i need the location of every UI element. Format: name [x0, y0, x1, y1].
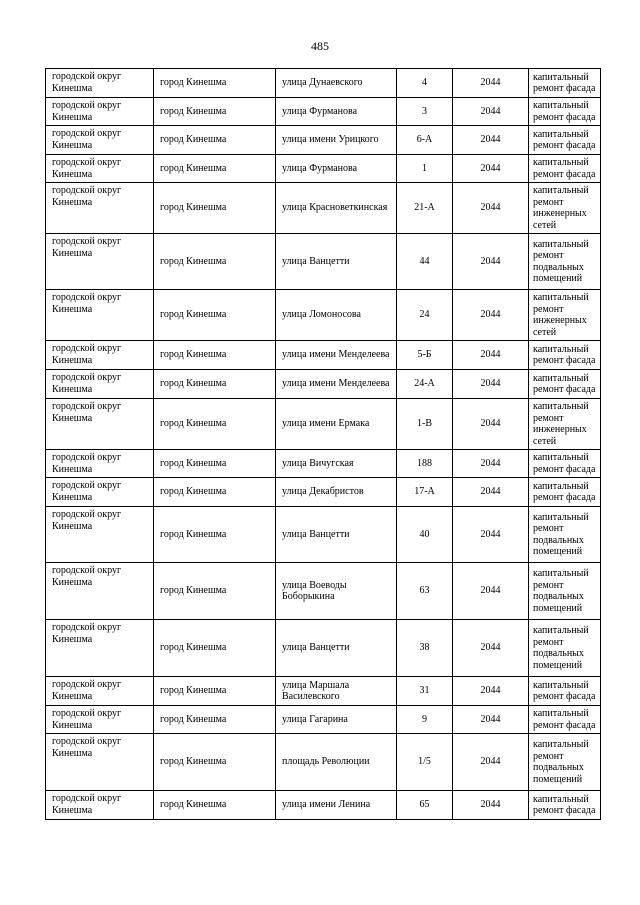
work-type-cell: капитальный ремонт фасада [529, 370, 601, 399]
table-row [46, 155, 601, 183]
work-type-cell: капитальный ремонт фасада [529, 69, 601, 98]
house-number-cell: 31 [397, 677, 453, 706]
house-number-cell: 6-А [397, 126, 453, 155]
work-type-cell: капитальный ремонт фасада [529, 98, 601, 126]
work-type-cell: капитальный ремонт фасада [529, 791, 601, 820]
street-cell: улица Ванцетти [276, 620, 397, 677]
table-row [46, 341, 601, 370]
street-cell: улица Воеводы Боборыкина [276, 563, 397, 620]
district-cell: городской округ Кинешма [46, 155, 154, 183]
year-cell: 2044 [453, 155, 529, 183]
year-cell: 2044 [453, 399, 529, 450]
table-row [46, 290, 601, 341]
street-cell: улица Красноветкинская [276, 183, 397, 234]
table-row [46, 98, 601, 126]
district-cell: городской округ Кинешма [46, 706, 154, 734]
district-cell: городской округ Кинешма [46, 507, 154, 563]
street-cell: улица имени Ермака [276, 399, 397, 450]
year-cell: 2044 [453, 677, 529, 706]
district-cell: городской округ Кинешма [46, 399, 154, 450]
table-row [46, 450, 601, 478]
district-cell: городской округ Кинешма [46, 734, 154, 791]
work-type-cell: капитальный ремонт инженерных сетей [529, 399, 601, 450]
house-number-cell: 5-Б [397, 341, 453, 370]
house-number-cell: 40 [397, 507, 453, 563]
district-cell: городской округ Кинешма [46, 620, 154, 677]
year-cell: 2044 [453, 791, 529, 820]
year-cell: 2044 [453, 183, 529, 234]
district-cell: городской округ Кинешма [46, 370, 154, 399]
city-cell: город Кинешма [154, 450, 276, 478]
street-cell: улица имени Менделеева [276, 341, 397, 370]
house-number-cell: 24 [397, 290, 453, 341]
street-cell: улица Гагарина [276, 706, 397, 734]
work-type-cell: капитальный ремонт фасада [529, 450, 601, 478]
district-cell: городской округ Кинешма [46, 290, 154, 341]
street-cell: улица Фурманова [276, 98, 397, 126]
work-type-cell: капитальный ремонт подвальных помещений [529, 734, 601, 791]
district-cell: городской округ Кинешма [46, 126, 154, 155]
city-cell: город Кинешма [154, 478, 276, 507]
city-cell: город Кинешма [154, 706, 276, 734]
street-cell: площадь Революции [276, 734, 397, 791]
year-cell: 2044 [453, 450, 529, 478]
year-cell: 2044 [453, 341, 529, 370]
table-row [46, 507, 601, 563]
table-row [46, 677, 601, 706]
city-cell: город Кинешма [154, 677, 276, 706]
street-cell: улица Ванцетти [276, 234, 397, 290]
city-cell: город Кинешма [154, 126, 276, 155]
house-number-cell: 21-А [397, 183, 453, 234]
table-row [46, 791, 601, 820]
house-number-cell: 17-А [397, 478, 453, 507]
house-number-cell: 63 [397, 563, 453, 620]
year-cell: 2044 [453, 478, 529, 507]
district-cell: городской округ Кинешма [46, 478, 154, 507]
district-cell: городской округ Кинешма [46, 563, 154, 620]
year-cell: 2044 [453, 620, 529, 677]
city-cell: город Кинешма [154, 234, 276, 290]
city-cell: город Кинешма [154, 69, 276, 98]
district-cell: городской округ Кинешма [46, 69, 154, 98]
street-cell: улица имени Ленина [276, 791, 397, 820]
district-cell: городской округ Кинешма [46, 234, 154, 290]
table-row [46, 234, 601, 290]
district-cell: городской округ Кинешма [46, 183, 154, 234]
house-number-cell: 3 [397, 98, 453, 126]
house-number-cell: 44 [397, 234, 453, 290]
table-row [46, 370, 601, 399]
work-type-cell: капитальный ремонт фасада [529, 126, 601, 155]
work-type-cell: капитальный ремонт инженерных сетей [529, 290, 601, 341]
house-number-cell: 1/5 [397, 734, 453, 791]
street-cell: улица имени Менделеева [276, 370, 397, 399]
city-cell: город Кинешма [154, 155, 276, 183]
year-cell: 2044 [453, 98, 529, 126]
housing-repair-table [45, 68, 601, 820]
work-type-cell: капитальный ремонт фасада [529, 478, 601, 507]
street-cell: улица Дунаевского [276, 69, 397, 98]
house-number-cell: 65 [397, 791, 453, 820]
year-cell: 2044 [453, 734, 529, 791]
city-cell: город Кинешма [154, 290, 276, 341]
district-cell: городской округ Кинешма [46, 791, 154, 820]
work-type-cell: капитальный ремонт фасада [529, 155, 601, 183]
table-row [46, 399, 601, 450]
year-cell: 2044 [453, 290, 529, 341]
city-cell: город Кинешма [154, 791, 276, 820]
year-cell: 2044 [453, 507, 529, 563]
city-cell: город Кинешма [154, 399, 276, 450]
house-number-cell: 4 [397, 69, 453, 98]
street-cell: улица Маршала Василевского [276, 677, 397, 706]
city-cell: город Кинешма [154, 183, 276, 234]
work-type-cell: капитальный ремонт подвальных помещений [529, 234, 601, 290]
work-type-cell: капитальный ремонт подвальных помещений [529, 620, 601, 677]
district-cell: городской округ Кинешма [46, 341, 154, 370]
table-row [46, 563, 601, 620]
street-cell: улица имени Урицкого [276, 126, 397, 155]
city-cell: город Кинешма [154, 734, 276, 791]
table-row [46, 69, 601, 98]
house-number-cell: 1 [397, 155, 453, 183]
table-row [46, 126, 601, 155]
house-number-cell: 1-В [397, 399, 453, 450]
city-cell: город Кинешма [154, 341, 276, 370]
street-cell: улица Ломоносова [276, 290, 397, 341]
city-cell: город Кинешма [154, 620, 276, 677]
district-cell: городской округ Кинешма [46, 677, 154, 706]
table-row [46, 734, 601, 791]
house-number-cell: 24-А [397, 370, 453, 399]
house-number-cell: 38 [397, 620, 453, 677]
street-cell: улица Вичугская [276, 450, 397, 478]
year-cell: 2044 [453, 370, 529, 399]
city-cell: город Кинешма [154, 98, 276, 126]
year-cell: 2044 [453, 563, 529, 620]
street-cell: улица Ванцетти [276, 507, 397, 563]
table-row [46, 478, 601, 507]
work-type-cell: капитальный ремонт фасада [529, 706, 601, 734]
year-cell: 2044 [453, 126, 529, 155]
city-cell: город Кинешма [154, 563, 276, 620]
work-type-cell: капитальный ремонт инженерных сетей [529, 183, 601, 234]
house-number-cell: 188 [397, 450, 453, 478]
street-cell: улица Фурманова [276, 155, 397, 183]
district-cell: городской округ Кинешма [46, 450, 154, 478]
page-number: 485 [311, 39, 329, 53]
district-cell: городской округ Кинешма [46, 98, 154, 126]
street-cell: улица Декабристов [276, 478, 397, 507]
city-cell: город Кинешма [154, 507, 276, 563]
city-cell: город Кинешма [154, 370, 276, 399]
work-type-cell: капитальный ремонт подвальных помещений [529, 563, 601, 620]
year-cell: 2044 [453, 706, 529, 734]
table-row [46, 620, 601, 677]
table-row [46, 706, 601, 734]
house-number-cell: 9 [397, 706, 453, 734]
table-row [46, 183, 601, 234]
work-type-cell: капитальный ремонт подвальных помещений [529, 507, 601, 563]
year-cell: 2044 [453, 69, 529, 98]
year-cell: 2044 [453, 234, 529, 290]
work-type-cell: капитальный ремонт фасада [529, 341, 601, 370]
work-type-cell: капитальный ремонт фасада [529, 677, 601, 706]
